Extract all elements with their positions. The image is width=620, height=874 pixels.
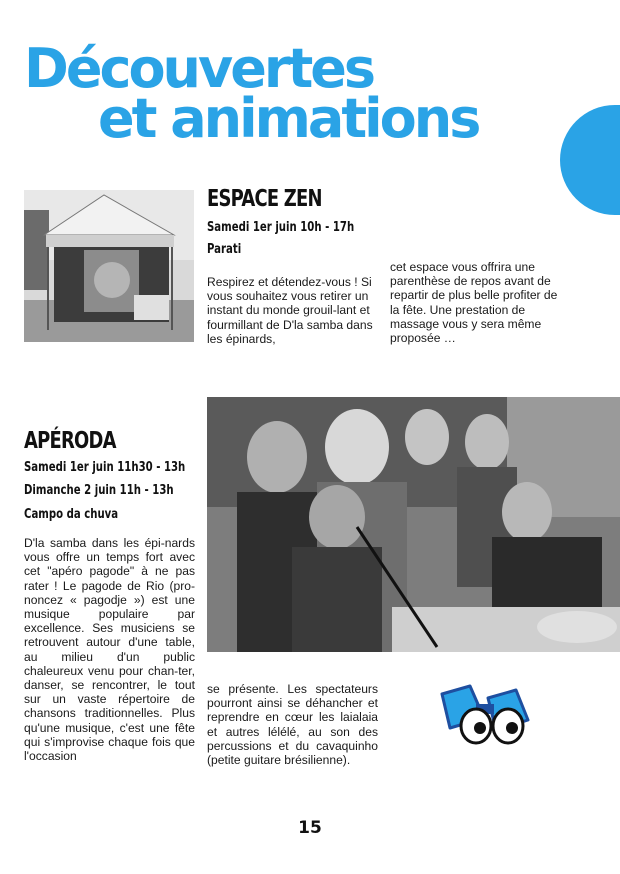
espace-zen-date: Samedi 1er juin 10h - 17h [207,220,355,235]
page-title-line1: Découvertes [24,37,374,100]
page-number: 15 [298,818,322,838]
espace-zen-text-col1: Respirez et détendez-vous ! Si vous souhaitez vous retirer un instant du monde grouil-lant et fourmillant de D'la samba dans les épinards, [207,275,373,346]
espace-zen-photo [24,190,194,342]
aperoda-photo [207,397,620,652]
aperoda-title: APÉRODA [24,428,116,454]
page-title-line2: et animations [98,87,479,150]
decorative-blue-circle [560,105,620,215]
aperoda-text-col1: D'la samba dans les épi-nards vous offre un temps fort avec cet "apéro pagode" à ne pas rater ! Le pagode de Rio (pro-noncez « pagodje ») est une musique populaire par excellence. Ses musiciens se retrouvent autour d'une table, au milieu d'un public chaleureux venu pour chan-ter, danser, se rencontrer, le tout sur un vaste répertoire de chansons traditionnelles. Plus qu'une musique, c'est une fête qui s'improvise chaque fois que l'occasion [24,536,195,764]
espace-zen-title: ESPACE ZEN [207,186,322,212]
aperoda-date-saturday: Samedi 1er juin 11h30 - 13h [24,460,186,475]
aperoda-place: Campo da chuva [24,507,119,522]
espace-zen-place: Parati [207,242,242,257]
binoculars-icon [436,684,532,748]
espace-zen-text-col2: cet espace vous offrira une parenthèse de repos avant de repartir de plus belle profiter de la fête. Une prestation de massage vous y sera même proposée … [390,260,558,346]
aperoda-text-col2: se présente. Les spectateurs pourront ainsi se déhancher et reprendre en cœur les laialaia et autres lélélé, au son des percussions et du cavaquinho (petite guitare brésilienne). [207,682,378,768]
aperoda-date-sunday: Dimanche 2 juin 11h - 13h [24,483,174,498]
